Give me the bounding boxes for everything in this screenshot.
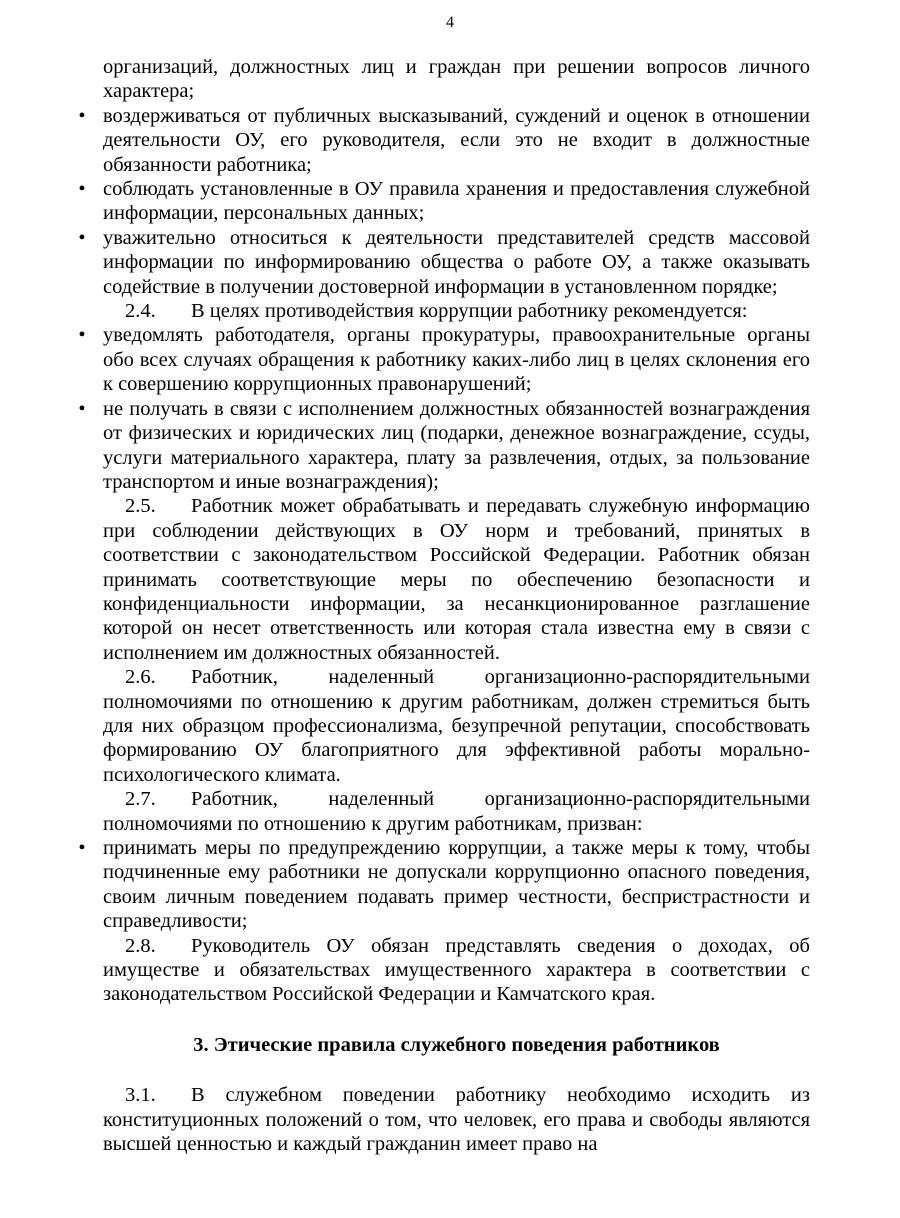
bullet-icon: • <box>78 226 86 249</box>
clause-2-4 <box>103 299 810 323</box>
list-item-text: уведомлять работодателя, органы прокуратуры, правоохранительные органы обо всех случаях обращения к работнику каких-либо лиц в целях склонения его к совершению коррупционных правонарушений; <box>103 324 810 396</box>
clause-text: Работник, наделенный организационно-распорядительными полномочиями по отношению к другим работникам, призван: <box>103 788 810 835</box>
list-item-text: не получать в связи с исполнением должностных обязанностей вознаграждения от физических и юридических лиц (подарки, денежное вознаграждение, ссуды, услуги материального характера, плату за развлечения, отдых, за пользование транспортом и иные вознаграждения); <box>103 397 810 493</box>
bullet-icon: • <box>78 178 86 201</box>
bullet-list-a <box>78 104 810 299</box>
clause-2-6 <box>103 665 810 787</box>
list-item <box>78 104 810 177</box>
clause-number: 2.6. <box>125 666 156 689</box>
list-item <box>78 177 810 226</box>
clause-2-5-continuation: при соблюдении действующих в ОУ норм и требований, принятых в соответствии с законодательством Российской Федерации. Работник обязан принимать соответствующие меры по обеспечению безопасности и конфиденциальности информации, за несанкционированное разглашение которой он несет ответственность или которая стала известна ему в связи с исполнением им должностных обязанностей. <box>103 519 810 664</box>
list-item-text: принимать меры по предупреждению коррупции, а также меры к тому, чтобы подчиненные ему работники не допускали коррупционно опасного поведения, своим личным поведением подавать пример честности, беспристрастности и справедливости; <box>103 837 810 933</box>
clause-3-1 <box>103 1083 810 1156</box>
list-item-text: соблюдать установленные в ОУ правила хранения и предоставления служебной информации, персональных данных; <box>103 178 810 225</box>
page-number: 4 <box>446 14 454 31</box>
clause-2-5 <box>103 494 810 518</box>
document-body <box>78 55 810 1156</box>
clause-text: В целях противодействия коррупции работнику рекомендуется: <box>191 300 748 323</box>
clause-number: 2.8. <box>125 934 156 957</box>
list-item-text: воздерживаться от публичных высказываний, суждений и оценок в отношении деятельности ОУ, его руководителя, если это не входит в должностные обязанности работника; <box>103 104 810 176</box>
list-item-text: уважительно относиться к деятельности представителей средств массовой информации по информированию общества о работе ОУ, а также оказывать содействие в получении достоверной информации в установленном порядке; <box>103 226 810 298</box>
clause-2-8 <box>103 934 810 1007</box>
clause-number: 2.4. <box>125 300 156 323</box>
section-heading: 3. Этические правила служебного поведения работников <box>193 1033 720 1056</box>
clause-text: Работник может обрабатывать и передавать служебную информацию <box>191 495 810 518</box>
clause-text: Руководитель ОУ обязан представлять сведения о доходах, об имуществе и обязательствах имущественного характера в соответствии с законодательством Российской Федерации и Камчатского края. <box>103 934 810 1006</box>
intro-text: организаций, должностных лиц и граждан при решении вопросов личного характера; <box>103 56 810 103</box>
bullet-icon: • <box>78 397 86 420</box>
clause-2-7 <box>103 787 810 836</box>
bullet-icon: • <box>78 104 86 127</box>
bullet-list-b <box>78 323 810 494</box>
list-item <box>78 323 810 396</box>
list-item <box>78 397 810 495</box>
clause-text: Работник, наделенный организационно-распорядительными полномочиями по отношению к другим работникам, должен стремиться быть для них образцом профессионализма, безупречной репутации, способствовать формированию ОУ благоприятного для эффективной работы морально-психологического климата. <box>103 666 810 786</box>
clause-number: 3.1. <box>125 1084 156 1107</box>
bullet-list-c <box>78 836 810 934</box>
clause-text: В служебном поведении работнику необходимо исходить из конституционных положений о том, что человек, его права и свободы являются высшей ценностью и каждый гражданин имеет право на <box>103 1084 810 1156</box>
list-item <box>78 226 810 299</box>
bullet-icon: • <box>78 324 86 347</box>
clause-number: 2.7. <box>125 788 156 811</box>
clause-number: 2.5. <box>125 495 156 518</box>
bullet-icon: • <box>78 837 86 859</box>
list-item <box>78 836 810 934</box>
